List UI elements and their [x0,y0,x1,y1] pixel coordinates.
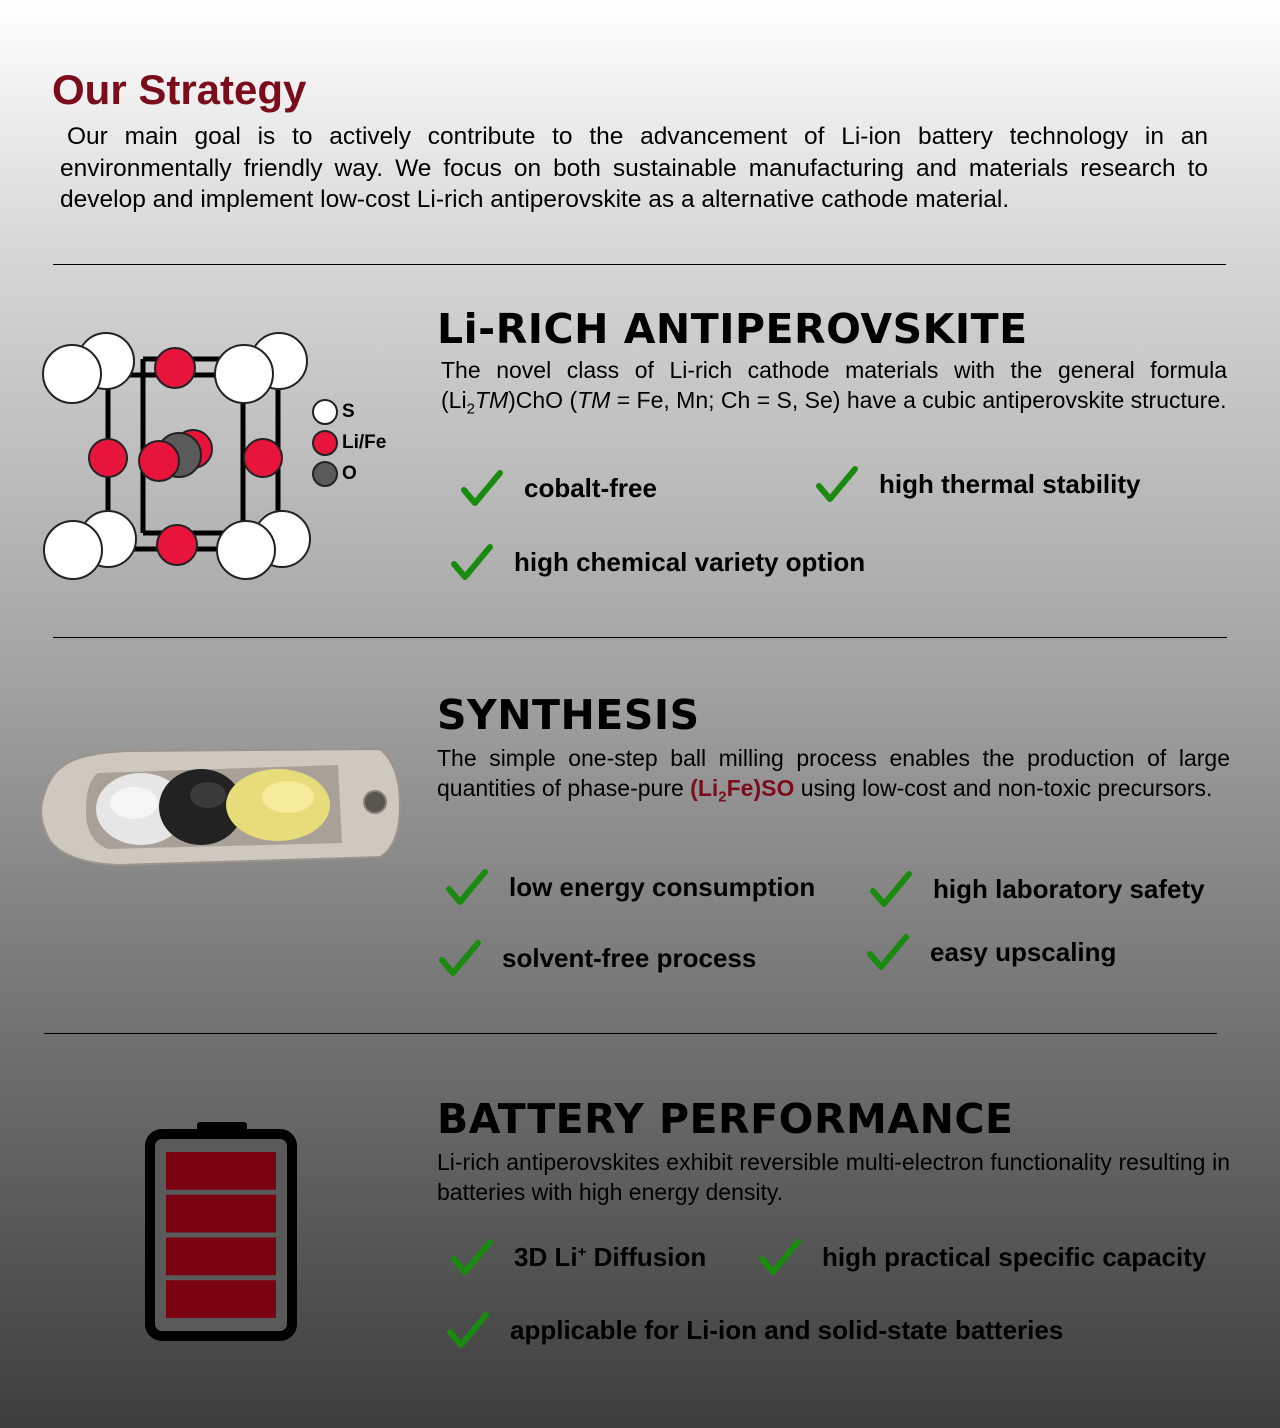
synthesis-title: SYNTHESIS [437,691,700,739]
battery-charge-bar [166,1238,276,1276]
antiperovskite-title: Li-RICH ANTIPEROVSKITE [437,305,1028,353]
feature-applicable-for-li-ion-and-solid-state: applicable for Li-ion and solid-state batteries [446,1310,1063,1350]
page-title: Our Strategy [52,66,307,113]
feature-high-laboratory-safety: high laboratory safety [869,869,1205,909]
sulfur-dot-icon [312,399,338,425]
divider [53,264,1226,265]
feature-easy-upscaling: easy upscaling [866,932,1116,972]
feature-solvent-free-process: solvent-free process [438,938,756,978]
checkmark-icon [445,867,489,907]
checkmark-icon [450,1237,494,1277]
strategy-text: Our main goal is to actively contribute to the advancement of Li-ion battery technology in an environmentally friendly way. We focus on both sustainable manufacturing and materials research to develop and implement low-cost Li-rich antiperovskite as a alternative cathode material. [60,123,1208,213]
feature-high-thermal-stability: high thermal stability [815,464,1141,504]
checkmark-icon [758,1237,802,1277]
legend-item-o: O [312,458,386,489]
feature-high-practical-specific-capacity: high practical specific capacity [758,1237,1206,1277]
checkmark-icon [446,1310,490,1350]
feature-cobalt-free: cobalt-free [460,468,657,508]
structure-legend [312,396,386,489]
feature-3d-li-diffusion: 3D Li+ Diffusion [450,1237,706,1277]
formula-highlight: $(Li_2Fe)SO$ [690,775,795,806]
legend-item-s: S [312,396,386,427]
checkmark-icon [866,932,910,972]
checkmark-icon [450,542,494,582]
feature-low-energy-consumption: low energy consumption [445,867,815,907]
battery-icon [140,1120,302,1347]
antiperovskite-description: The novel class of Li-rich cathode materials with the general formula $(Li_2TM)ChO$ (TM = Fe, Mn; Ch = S, Se) have a cubic antiperovskite structure. [441,357,1227,418]
checkmark-icon [815,464,859,504]
battery-charge-bar [166,1280,276,1318]
lithium-iron-dot-icon [312,430,338,456]
crystal-structure-diagram [38,328,318,591]
divider [53,637,1227,638]
legend-item-li-fe: Li/Fe [312,427,386,458]
oxygen-dot-icon [312,461,338,487]
battery-charge-bar [166,1152,276,1190]
divider [44,1033,1217,1034]
checkmark-icon [869,869,913,909]
checkmark-icon [438,938,482,978]
battery-performance-description: Li-rich antiperovskites exhibit reversible multi-electron functionality resulting in batteries with high energy density. [437,1149,1230,1205]
feature-high-chemical-variety: high chemical variety option [450,542,865,582]
battery-performance-title: BATTERY PERFORMANCE [437,1095,1014,1143]
checkmark-icon [460,468,504,508]
battery-charge-bar [166,1195,276,1233]
synthesis-description: The simple one-step ball milling process enables the production of large quantities of phase-pure $(Li_2Fe)SO$ using low-cost and non-toxic precursors. [437,745,1230,806]
crucible-powder-image [38,745,402,874]
